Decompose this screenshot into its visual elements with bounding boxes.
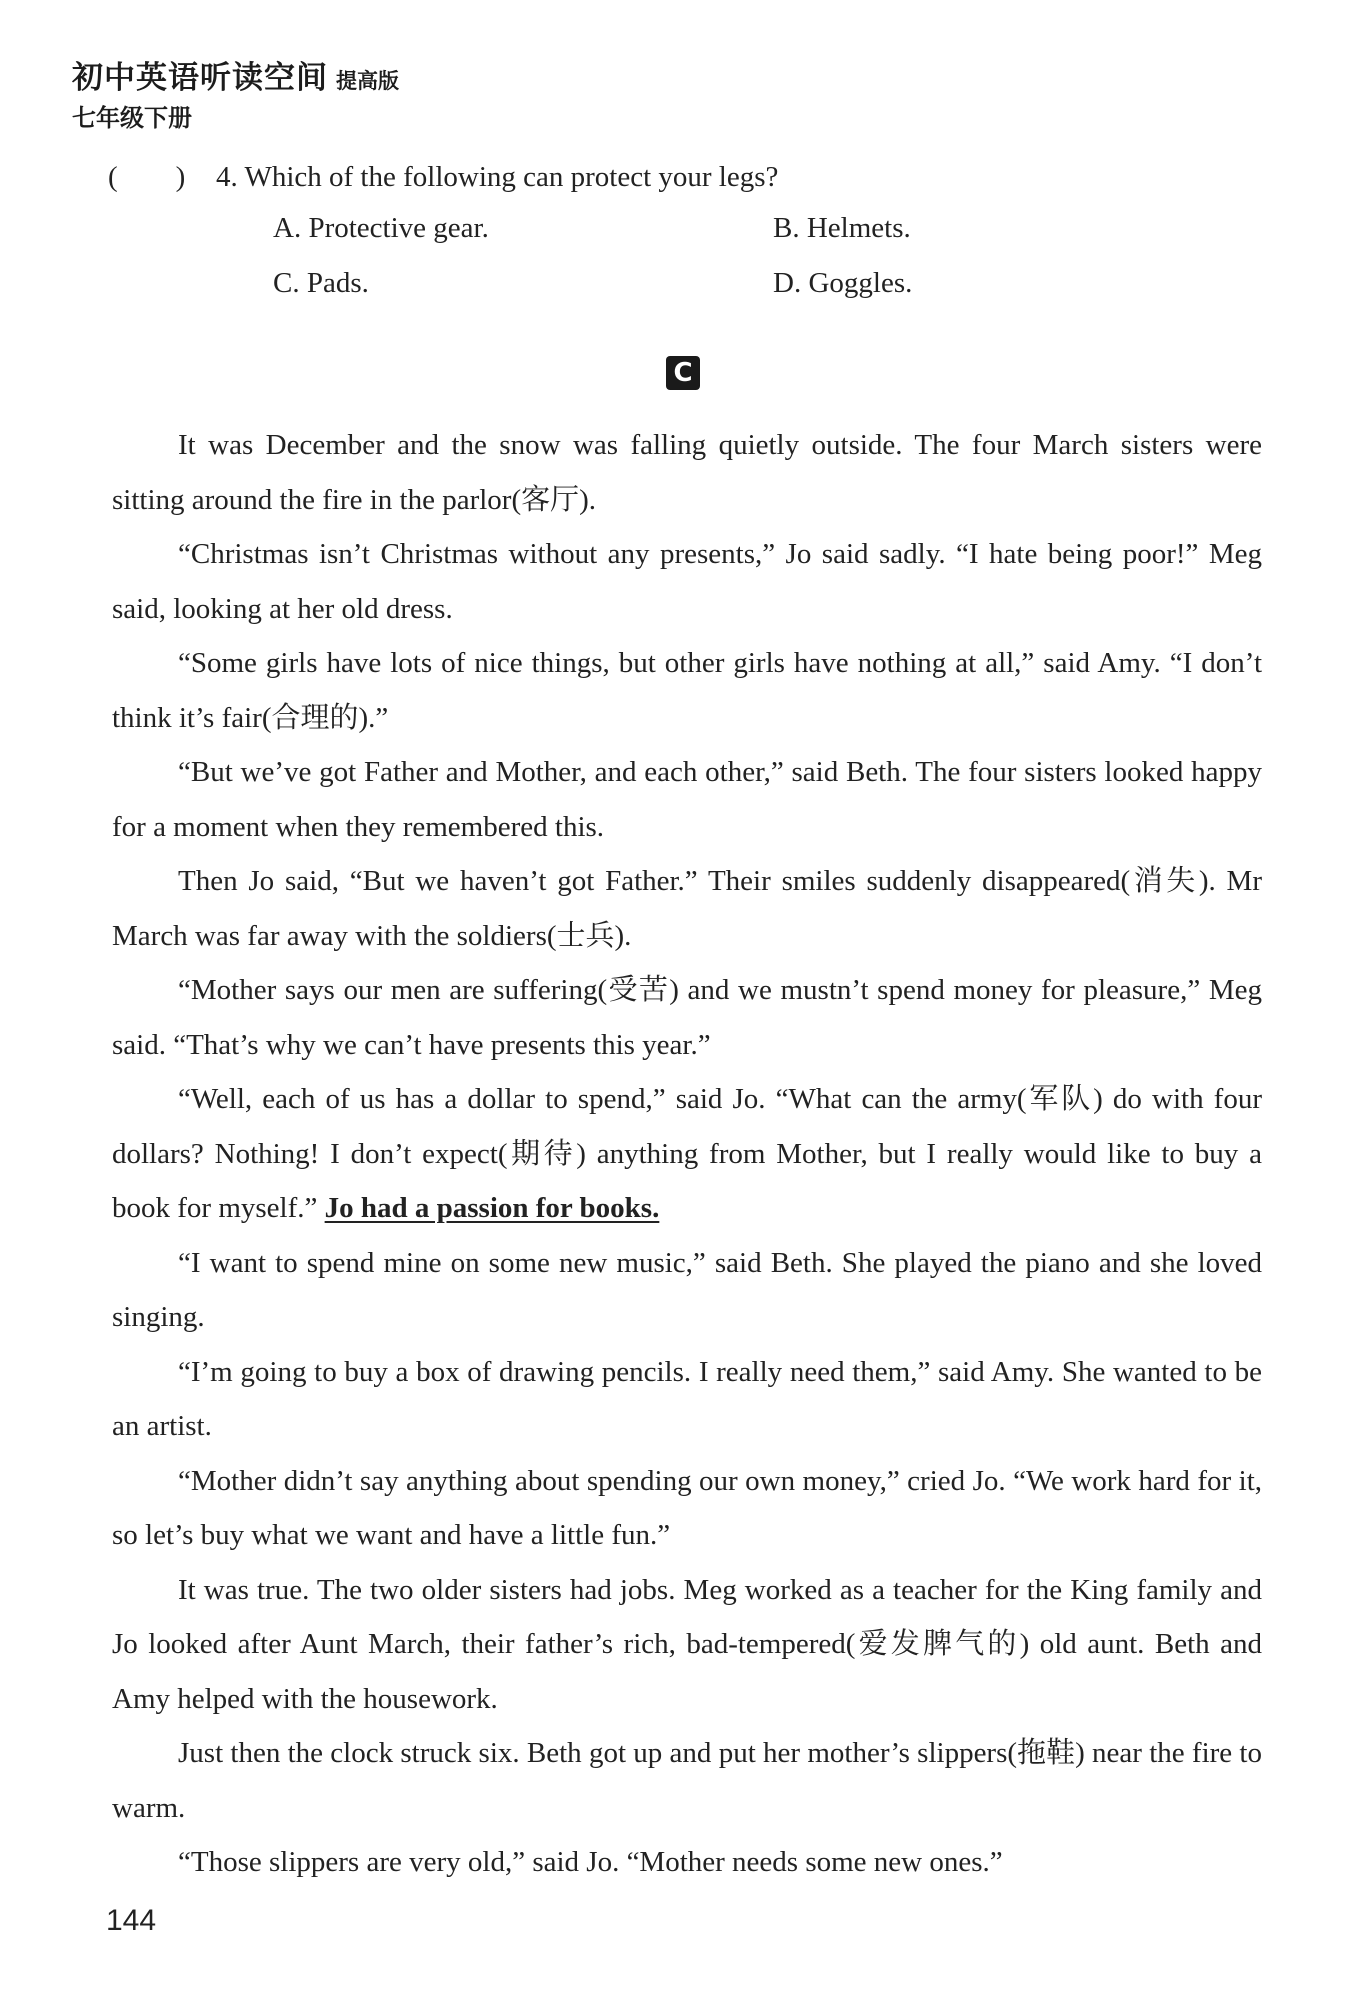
options-row-2 bbox=[108, 256, 1258, 311]
paragraph: It was true. The two older sisters had jobs. Meg worked as a teacher for the King family and Jo looked after Aunt March, their father’s rich, bad-tempered(爱发脾气的) old aunt. Beth and Amy helped with the housework. bbox=[112, 1573, 1262, 1715]
section-c-badge: C bbox=[666, 356, 700, 390]
book-title: 初中英语听读空间 提高版 bbox=[72, 60, 399, 96]
paragraph-with-highlight bbox=[112, 1072, 1262, 1236]
question-stem-row bbox=[108, 153, 1258, 201]
paragraph: “But we’ve got Father and Mother, and each other,” said Beth. The four sisters looked happy for a moment when they remembered this. bbox=[112, 756, 1262, 843]
paragraph: “I want to spend mine on some new music,” said Beth. She played the piano and she loved singing. bbox=[112, 1246, 1262, 1333]
book-grade: 七年级下册 bbox=[72, 104, 192, 132]
options-row-1 bbox=[108, 201, 1258, 256]
highlighted-sentence: Jo had a passion for books. bbox=[324, 1192, 660, 1224]
paragraph: Then Jo said, “But we haven’t got Father.” Their smiles suddenly disappeared(消失). Mr March was far away with the soldiers(士兵). bbox=[112, 865, 1262, 952]
paragraph: “Some girls have lots of nice things, but other girls have nothing at all,” said Amy. “I don’t think it’s fair(合理的).” bbox=[112, 647, 1262, 734]
paragraph: “Those slippers are very old,” said Jo. “Mother needs some new ones.” bbox=[178, 1846, 1003, 1878]
paragraph-text: “Well, each of us has a dollar to spend,” said Jo. “What can the army(军队) do with four dollars? Nothing! I don’t expect(期待) anything from Mother, but I really would like to buy a book for myself.” bbox=[112, 1083, 1262, 1224]
option-b: B. Helmets. bbox=[773, 212, 911, 244]
answer-blank: ( ) bbox=[108, 161, 186, 193]
paragraph: “Mother says our men are suffering(受苦) and we mustn’t spend money for pleasure,” Meg said. “That’s why we can’t have presents this year.” bbox=[112, 974, 1262, 1061]
option-d: D. Goggles. bbox=[773, 267, 913, 299]
question-4 bbox=[108, 153, 1258, 311]
paragraph: It was December and the snow was falling quietly outside. The four March sisters were sitting around the fire in the parlor(客厅). bbox=[112, 429, 1262, 516]
paragraph: “Mother didn’t say anything about spending our own money,” cried Jo. “We work hard for it, so let’s buy what we want and have a little fun.” bbox=[112, 1464, 1262, 1551]
option-a: A. Protective gear. bbox=[273, 212, 489, 244]
option-c: C. Pads. bbox=[273, 267, 369, 299]
question-stem: 4. Which of the following can protect your legs? bbox=[216, 161, 779, 193]
paragraph: “Christmas isn’t Christmas without any presents,” Jo said sadly. “I hate being poor!” Meg said, looking at her old dress. bbox=[112, 538, 1262, 625]
paragraph: Just then the clock struck six. Beth got up and put her mother’s slippers(拖鞋) near the fire to warm. bbox=[112, 1737, 1262, 1824]
reading-passage bbox=[112, 418, 1262, 1890]
book-edition: 提高版 bbox=[336, 69, 399, 93]
page-number: 144 bbox=[106, 1904, 157, 1937]
paragraph: “I’m going to buy a box of drawing pencils. I really need them,” said Amy. She wanted to be an artist. bbox=[112, 1355, 1262, 1442]
